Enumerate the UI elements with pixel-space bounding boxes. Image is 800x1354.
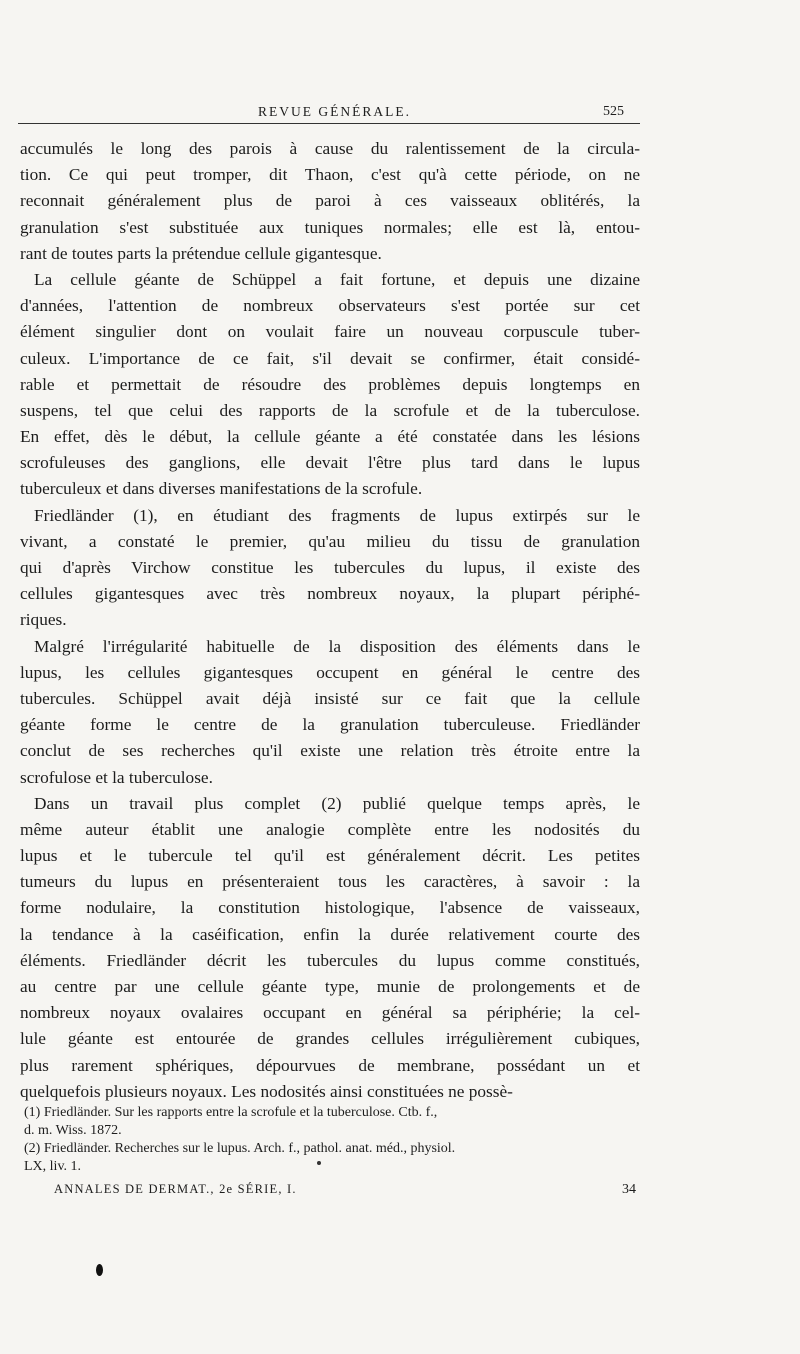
text-line: éléments. Friedländer décrit les tubercules du lupus comme constitués, — [20, 950, 640, 970]
text-line: géante forme le centre de la granulation tuberculeuse. Friedländer — [20, 715, 640, 735]
text-line: scrofulose et la tuberculose. — [20, 767, 213, 787]
text-line: au centre par une cellule géante type, munie de prolongements et de — [20, 977, 640, 996]
ink-blot — [96, 1264, 103, 1276]
text-line: scrofuleuses des ganglions, elle devait l'être plus tard dans le lupus — [20, 453, 640, 473]
text-line: conclut de ses recherches qu'il existe une relation très étroite entre la — [20, 741, 640, 761]
footnote-line: LX, liv. 1. — [24, 1159, 82, 1174]
text-line: lupus et le tubercule tel qu'il est généralement décrit. Les petites — [20, 846, 640, 866]
text-line: riques. — [20, 610, 67, 630]
text-line: tumeurs du lupus en présenteraient tous les caractères, à savoir : la — [20, 872, 640, 892]
text-line: Friedländer (1), en étudiant des fragments de lupus extirpés sur le — [34, 505, 640, 525]
text-line: En effet, dès le début, la cellule géante a été constatée dans les lésions — [20, 427, 640, 447]
footnote-line: (2) Friedländer. Recherches sur le lupus. Arch. f., pathol. anat. méd., physiol. — [24, 1141, 456, 1156]
text-line: suspens, tel que celui des rapports de la scrofule et de la tuberculose. — [20, 400, 640, 420]
text-line: tion. Ce qui peut tromper, dit Thaon, c'est qu'à cette période, on ne — [20, 165, 640, 185]
text-line: d'années, l'attention de nombreux observateurs s'est portée sur cet — [20, 296, 640, 316]
running-title: REVUE GÉNÉRALE. — [258, 104, 411, 119]
text-line: même auteur établit une analogie complète entre les nodosités du — [20, 819, 640, 839]
text-line: forme nodulaire, la constitution histologique, l'absence de vaisseaux, — [20, 898, 640, 918]
text-line: quelquefois plusieurs noyaux. Les nodosités ainsi constituées ne possè- — [20, 1081, 513, 1101]
text-line: lule géante est entourée de grandes cellules irrégulièrement cubiques, — [20, 1029, 640, 1049]
text-line: plus rarement sphériques, dépourvues de membrane, possédant un et — [20, 1055, 640, 1075]
text-line: rant de toutes parts la prétendue cellule gigantesque. — [20, 243, 382, 263]
text-line: nombreux noyaux ovalaires occupant en général sa périphérie; la cel- — [20, 1003, 640, 1023]
text-line: reconnait généralement plus de paroi à ces vaisseaux oblitérés, la — [20, 191, 640, 211]
text-line: culeux. L'importance de ce fait, s'il devait se confirmer, était considé- — [20, 348, 640, 368]
text-line: tuberculeux et dans diverses manifestations de la scrofule. — [20, 479, 423, 499]
text-line: la tendance à la caséification, enfin la durée relativement courte des — [20, 924, 640, 944]
text-line: Malgré l'irrégularité habituelle de la disposition des éléments dans le — [34, 636, 640, 656]
ink-speck — [317, 1161, 321, 1165]
footnotes — [24, 1104, 640, 1176]
text-line: cellules gigantesques avec très nombreux noyaux, la plupart périphé- — [20, 584, 640, 604]
journal-signature: ANNALES DE DERMAT., 2e SÉRIE, I. — [54, 1182, 297, 1196]
page-number: 525 — [603, 104, 624, 119]
paragraph — [20, 267, 640, 503]
text-line: granulation s'est substituée aux tuniques normales; elle est là, entou- — [20, 217, 640, 237]
footnote — [24, 1104, 640, 1140]
paragraph — [20, 503, 640, 634]
sheet-number: 34 — [622, 1182, 636, 1197]
body-text — [20, 136, 640, 1105]
footnote-line: d. m. Wiss. 1872. — [24, 1123, 122, 1138]
text-line: vivant, a constaté le premier, qu'au milieu du tissu de granulation — [20, 531, 640, 551]
text-line: tubercules. Schüppel avait déjà insisté sur ce fait que la cellule — [20, 688, 640, 708]
text-line: lupus, les cellules gigantesques occupent en général le centre des — [20, 662, 640, 682]
footnote-line: (1) Friedländer. Sur les rapports entre la scrofule et la tuberculose. Ctb. f., — [24, 1105, 438, 1120]
text-line: rable et permettait de résoudre des problèmes depuis longtemps en — [20, 374, 640, 394]
text-line: qui d'après Virchow constitue les tubercules du lupus, il existe des — [20, 558, 640, 577]
paragraph — [20, 136, 640, 267]
text-line: La cellule géante de Schüppel a fait fortune, et depuis une dizaine — [34, 269, 640, 289]
text-line: élément singulier dont on voulait faire un nouveau corpuscule tuber- — [20, 322, 640, 342]
header-rule — [18, 123, 640, 124]
paragraph — [20, 634, 640, 791]
text-line: Dans un travail plus complet (2) publié quelque temps après, le — [34, 793, 640, 813]
text-line: accumulés le long des parois à cause du ralentissement de la circula- — [20, 139, 640, 158]
footnote — [24, 1140, 640, 1176]
paragraph — [20, 791, 640, 1105]
